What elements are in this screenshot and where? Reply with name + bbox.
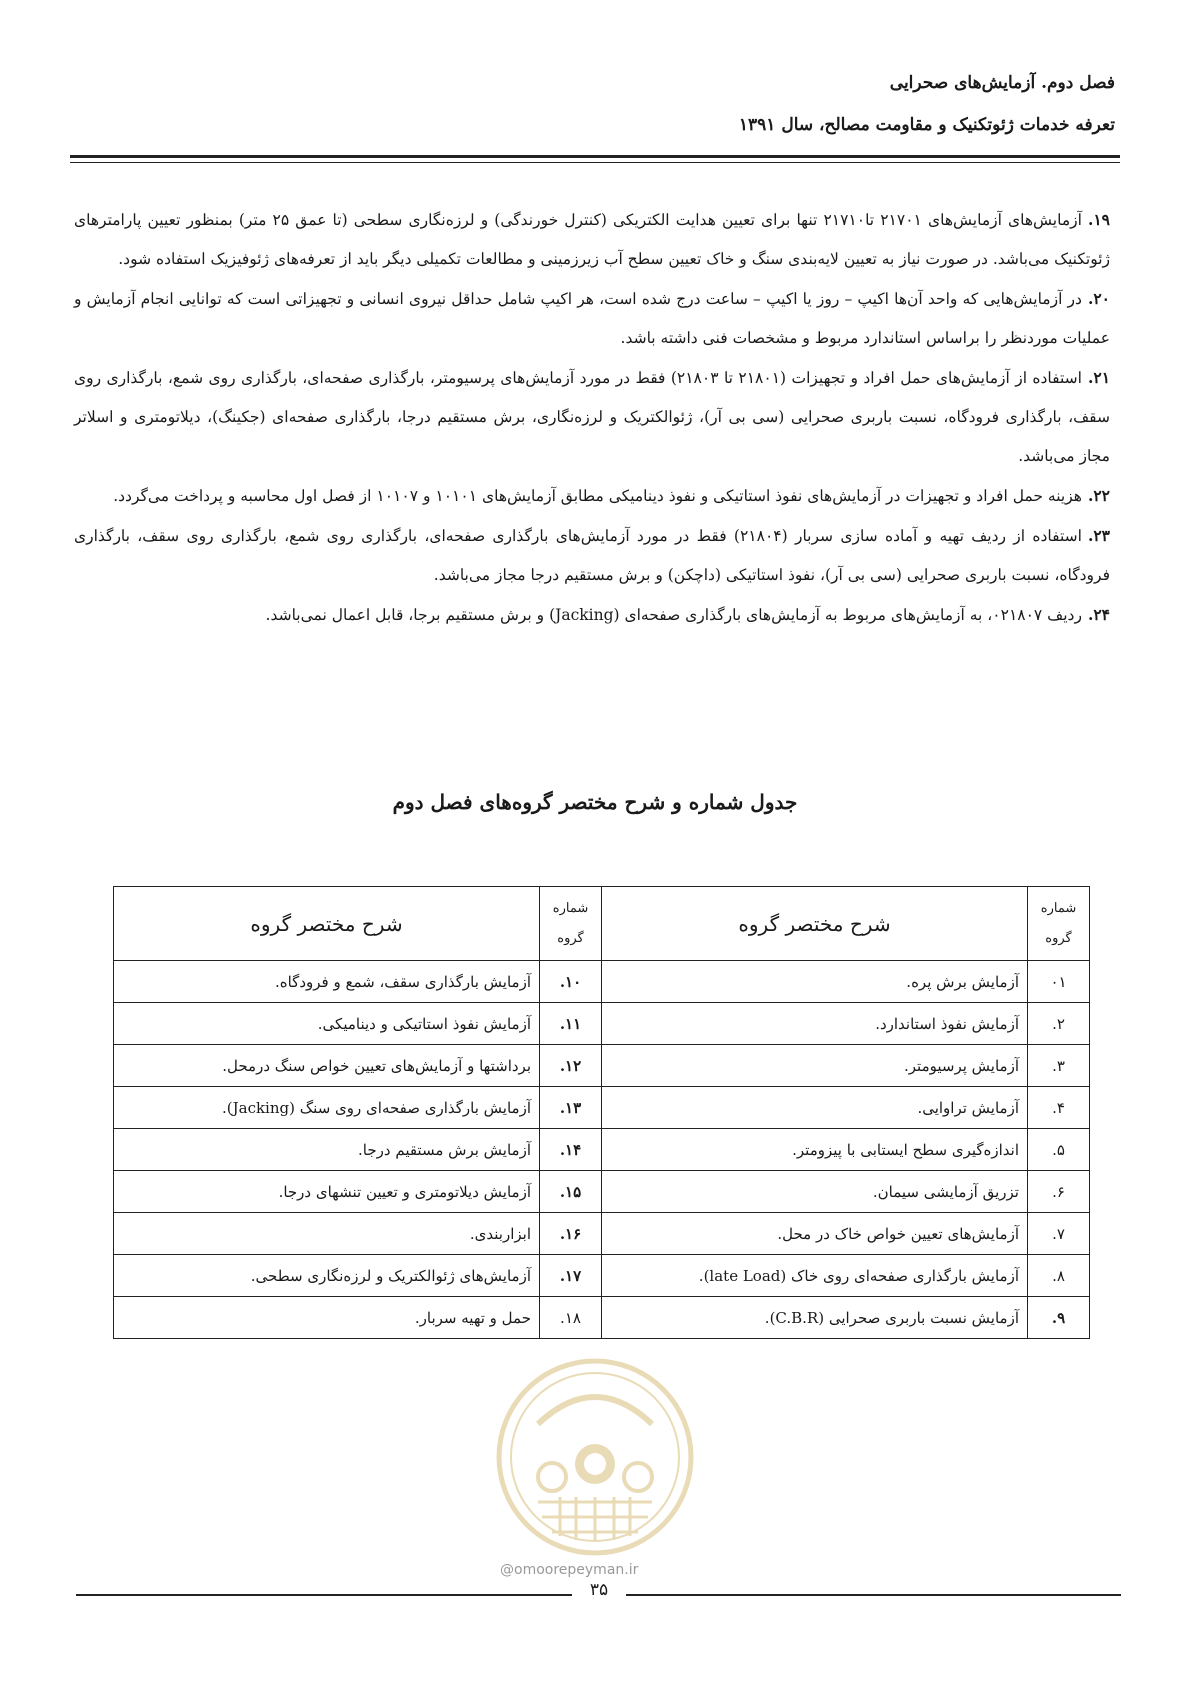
group-description-cell: تزریق آزمایشی سیمان. <box>602 1171 1028 1213</box>
group-description-cell: آزمایش نفوذ استاندارد. <box>602 1003 1028 1045</box>
note-number: ۱۹. <box>1087 210 1111 229</box>
note-number: ۲۰. <box>1087 289 1110 308</box>
note-21 <box>74 358 1110 476</box>
group-description-cell: حمل و تهیه سربار. <box>114 1297 540 1339</box>
group-description-cell: آزمایش بارگذاری صفحه‌ای روی سنگ (Jacking). <box>114 1087 540 1129</box>
note-number: ۲۴. <box>1087 605 1110 624</box>
groups-table <box>113 886 1090 1339</box>
note-text: استفاده از ردیف تهیه و آماده سازی سربار (۲۱۸۰۴) فقط در مورد آزمایش‌های بارگذاری صفحه‌ای، بارگذاری روی شمع، بارگذاری روی سقف، بارگذاری فرودگاه، نسبت باربری صحرایی (سی بی آر)، نفوذ استاتیکی (داچکن) و برش مستقیم درجا مجاز می‌باشد. <box>74 527 1110 584</box>
group-number-cell: ۴. <box>1028 1087 1090 1129</box>
note-number: ۲۲. <box>1087 486 1110 505</box>
footer-rule-left <box>76 1594 572 1596</box>
group-description-cell: آزمایش پرسیومتر. <box>602 1045 1028 1087</box>
note-text: استفاده از آزمایش‌های حمل افراد و تجهیزات (۲۱۸۰۱ تا ۲۱۸۰۳) فقط در مورد آزمایش‌های پرسیومتر، بارگذاری صفحه‌ای، بارگذاری روی شمع، بارگذاری روی سقف، بارگذاری فرودگاه، نسبت باربری صحرایی (سی بی آر)، ژئوالکتریک و لرزه‌نگاری، برش مستقیم درجا، بارگذاری صفحه‌ای (جکینگ)، دیلاتومتری و اسلاتر مجاز می‌باشد. <box>74 369 1110 465</box>
page-header <box>75 62 1115 146</box>
table-row <box>114 1129 1090 1171</box>
header-rule-thin <box>70 162 1120 163</box>
group-number-cell: ۱۲. <box>540 1045 602 1087</box>
table-row <box>114 1087 1090 1129</box>
group-description-cell: ابزاربندی. <box>114 1213 540 1255</box>
watermark-seal-icon <box>490 1352 700 1562</box>
group-number-cell: ۱۳. <box>540 1087 602 1129</box>
group-description-cell: آزمایش بارگذاری صفحه‌ای روی خاک (late Load). <box>602 1255 1028 1297</box>
group-number-cell: ۹. <box>1028 1297 1090 1339</box>
group-description-cell: آزمایش برش مستقیم درجا. <box>114 1129 540 1171</box>
note-number: ۲۳. <box>1087 526 1110 545</box>
group-number-cell: ۳. <box>1028 1045 1090 1087</box>
group-number-cell: ۵. <box>1028 1129 1090 1171</box>
header-group-number: شماره گروه <box>540 887 602 961</box>
group-description-cell: اندازه‌گیری سطح ایستابی با پیزومتر. <box>602 1129 1028 1171</box>
group-number-cell: ۱۸. <box>540 1297 602 1339</box>
header-group-description: شرح مختصر گروه <box>114 887 540 961</box>
note-number: ۲۱. <box>1087 368 1111 387</box>
table-row <box>114 1171 1090 1213</box>
group-description-cell: آزمایش‌های تعیین خواص خاک در محل. <box>602 1213 1028 1255</box>
table-row <box>114 1213 1090 1255</box>
book-title: تعرفه خدمات ژئوتکنیک و مقاومت مصالح، سال ۱۳۹۱ <box>738 115 1115 135</box>
group-number-cell: ۲. <box>1028 1003 1090 1045</box>
header-rule-thick <box>70 155 1120 158</box>
group-number-cell: ۱۴. <box>540 1129 602 1171</box>
group-number-cell: ۷. <box>1028 1213 1090 1255</box>
group-description-cell: آزمایش برش پره. <box>602 961 1028 1003</box>
group-description-cell: آزمایش دیلاتومتری و تعیین تنشهای درجا. <box>114 1171 540 1213</box>
note-22 <box>74 476 1110 516</box>
table-header-row <box>114 887 1090 961</box>
table-row <box>114 1297 1090 1339</box>
note-20 <box>74 279 1110 358</box>
group-description-cell: آزمایش نسبت باربری صحرایی (C.B.R). <box>602 1297 1028 1339</box>
notes-list <box>74 200 1110 635</box>
group-number-cell: ۱۷. <box>540 1255 602 1297</box>
table-title: جدول شماره و شرح مختصر گروه‌های فصل دوم <box>392 790 798 814</box>
header-group-description: شرح مختصر گروه <box>602 887 1028 961</box>
group-number-cell: ۱۵. <box>540 1171 602 1213</box>
chapter-title: فصل دوم. آزمایش‌های صحرایی <box>889 73 1115 93</box>
note-24 <box>74 595 1110 635</box>
table-row <box>114 1003 1090 1045</box>
group-number-cell: ۶. <box>1028 1171 1090 1213</box>
group-number-cell: ۱۶. <box>540 1213 602 1255</box>
note-text: ردیف ۰۲۱۸۰۷، به آزمایش‌های مربوط به آزمایش‌های بارگذاری صفحه‌ای (Jacking) و برش مستقیم برجا، قابل اعمال نمی‌باشد. <box>265 606 1082 624</box>
note-23 <box>74 516 1110 595</box>
note-text: در آزمایش‌هایی که واحد آن‌ها اکیپ – روز یا اکیپ – ساعت درج شده است، هر اکیپ شامل حداقل نیروی انسانی و تجهیزاتی است که توانایی انجام آزمایش و عملیات موردنظر را براساس استاندارد مربوط و مشخصات فنی داشته باشد. <box>74 290 1110 347</box>
table-row <box>114 1255 1090 1297</box>
group-number-cell: ۸. <box>1028 1255 1090 1297</box>
group-description-cell: برداشتها و آزمایش‌های تعیین خواص سنگ درمحل. <box>114 1045 540 1087</box>
group-description-cell: آزمایش بارگذاری سقف، شمع و فرودگاه. <box>114 961 540 1003</box>
note-text: هزینه حمل افراد و تجهیزات در آزمایش‌های نفوذ استاتیکی و نفوذ دینامیکی مطابق آزمایش‌های ۱۰۱۰۱ و ۱۰۱۰۷ از فصل اول محاسبه و پرداخت می‌گردد. <box>113 487 1082 505</box>
group-number-cell: ۱۱. <box>540 1003 602 1045</box>
note-text: آزمایش‌های آزمایش‌های ۲۱۷۰۱ تا۲۱۷۱۰ تنها برای تعیین هدایت الکتریکی (کنترل خورندگی) و لرزه‌نگاری سطحی (تا عمق ۲۵ متر) بمنظور تعیین پارامترهای ژئوتکنیک می‌باشد. در صورت نیاز به تعیین لایه‌بندی سنگ و خاک تعیین سطح آب زیرزمینی و مطالعات تکمیلی دیگر باید از تعرفه‌های ژئوفیزیک استفاده شود. <box>74 211 1110 268</box>
table-row <box>114 961 1090 1003</box>
note-19 <box>74 200 1110 279</box>
group-description-cell: آزمایش‌های ژئوالکتریک و لرزه‌نگاری سطحی. <box>114 1255 540 1297</box>
page-number: ۳۵ <box>589 1580 609 1600</box>
group-number-cell: ۰۱ <box>1028 961 1090 1003</box>
group-number-cell: ۱۰. <box>540 961 602 1003</box>
group-description-cell: آزمایش تراوایی. <box>602 1087 1028 1129</box>
header-group-number: شماره گروه <box>1028 887 1090 961</box>
group-description-cell: آزمایش نفوذ استاتیکی و دینامیکی. <box>114 1003 540 1045</box>
table-row <box>114 1045 1090 1087</box>
footer-rule-right <box>626 1594 1121 1596</box>
watermark-url: @omoorepeyman.ir <box>500 1562 639 1578</box>
